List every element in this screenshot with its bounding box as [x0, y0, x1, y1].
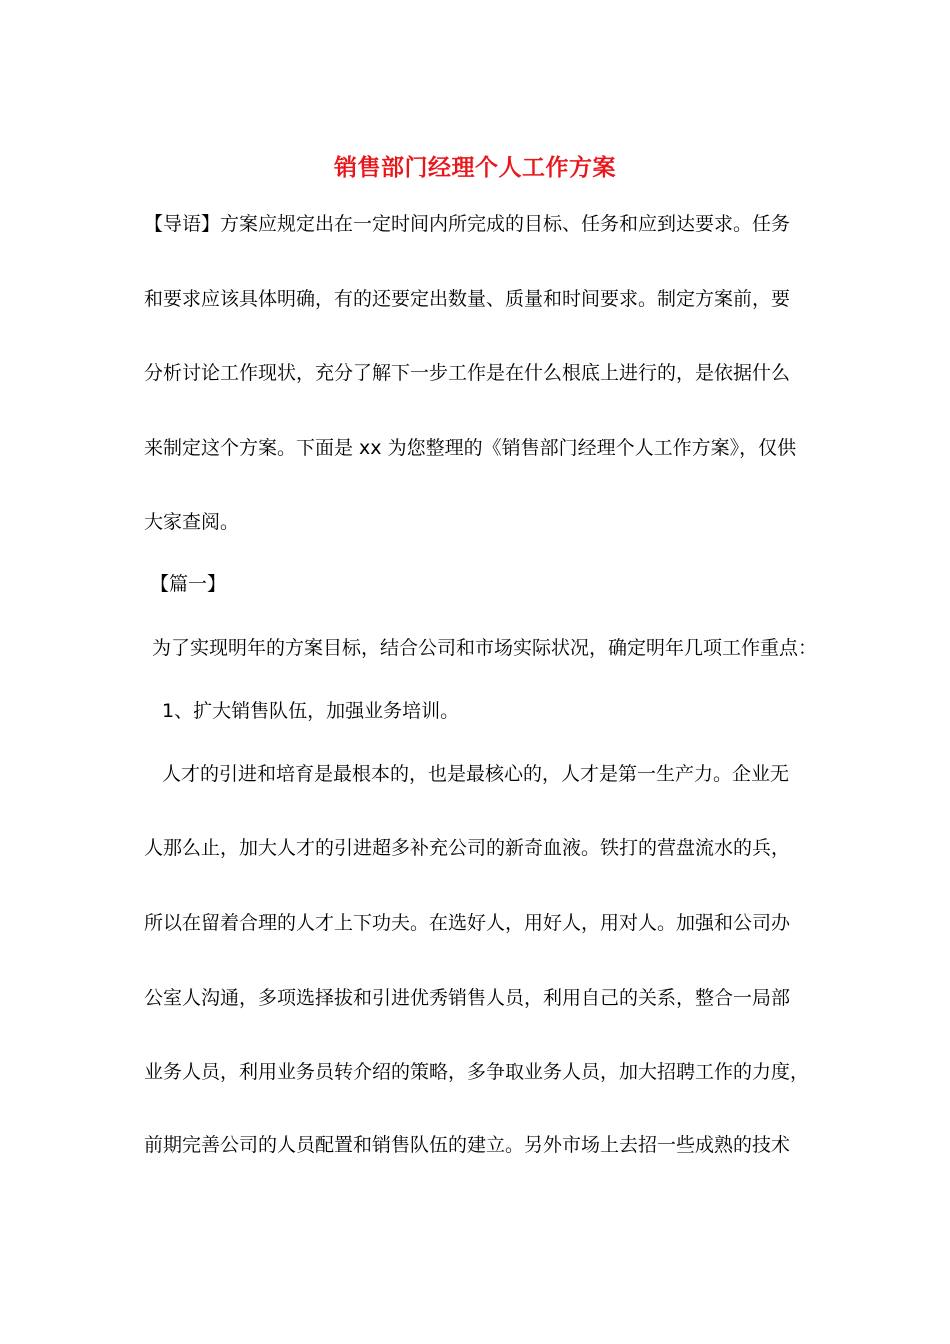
- paragraph-line: 公室人沟通，多项选择拔和引进优秀销售人员，利用自己的关系，整合一局部: [144, 987, 791, 1009]
- document-title: 销售部门经理个人工作方案: [334, 154, 616, 181]
- paragraph-line: 大家查阅。: [144, 511, 240, 533]
- paragraph-line: 人那么止，加大人才的引进超多补充公司的新奇血液。铁打的营盘流水的兵，: [144, 837, 791, 859]
- paragraph-line: 前期完善公司的人员配置和销售队伍的建立。另外市场上去招一些成熟的技术: [144, 1134, 791, 1156]
- paragraph-line: 和要求应该具体明确，有的还要定出数量、质量和时间要求。制定方案前，要: [144, 288, 791, 310]
- paragraph-line: 所以在留着合理的人才上下功夫。在选好人，用好人，用对人。加强和公司办: [144, 912, 791, 934]
- paragraph-line: 人才的引进和培育是最根本的，也是最核心的，人才是第一生产力。企业无: [162, 763, 790, 785]
- paragraph-line: 为了实现明年的方案目标，结合公司和市场实际状况，确定明年几项工作重点：: [152, 637, 818, 659]
- section-heading: 【篇一】: [150, 573, 227, 595]
- paragraph-line: 业务人员，利用业务员转介绍的策略，多争取业务人员，加大招聘工作的力度，: [144, 1061, 810, 1083]
- paragraph-line: 分析讨论工作现状，充分了解下一步工作是在什么根底上进行的，是依据什么: [144, 362, 791, 384]
- paragraph-line: 【导语】方案应规定出在一定时间内所完成的目标、任务和应到达要求。任务: [144, 213, 791, 235]
- paragraph-line: 来制定这个方案。下面是 xx 为您整理的《销售部门经理个人工作方案》，仅供: [144, 437, 797, 459]
- list-item: 1、扩大销售队伍，加强业务培训。: [162, 700, 460, 722]
